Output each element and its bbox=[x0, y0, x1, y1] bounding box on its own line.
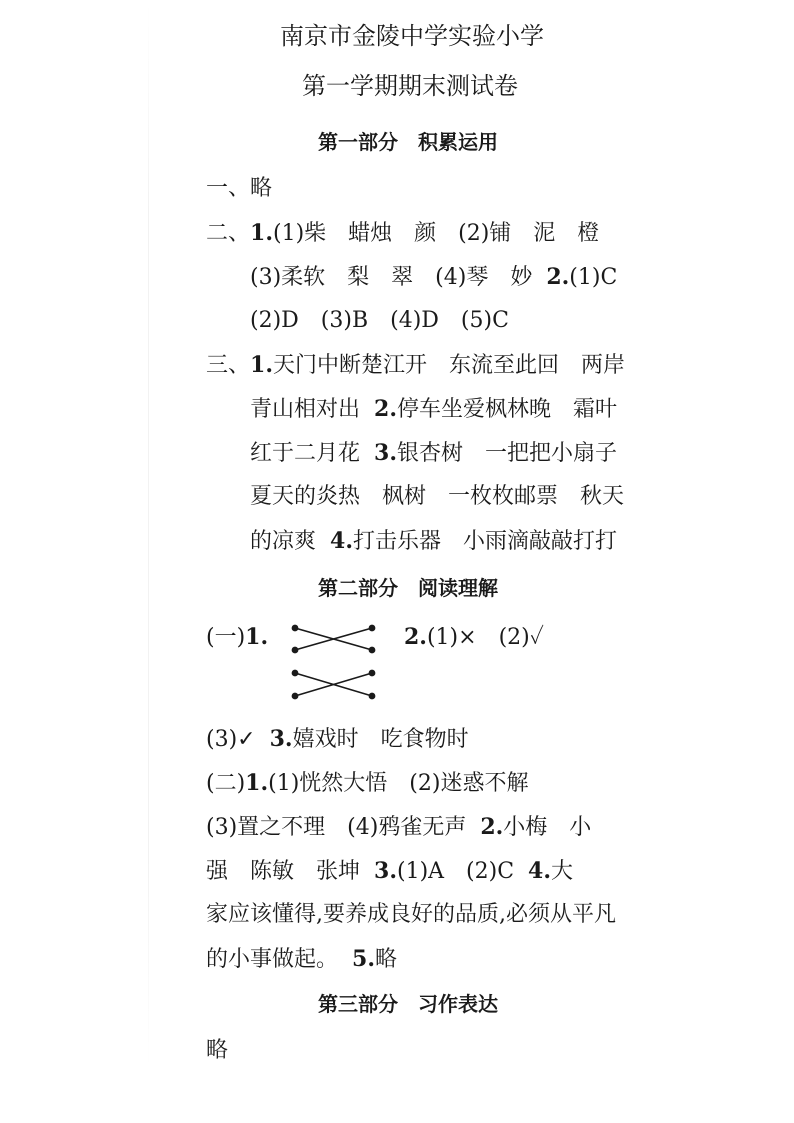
p2-sub1-prefix bbox=[206, 626, 268, 649]
p1-q3-num1: 1. bbox=[250, 352, 273, 378]
p2-sub2-line2-text2: 小梅 小 bbox=[503, 815, 592, 840]
p2-sub1-line2-text: (3)✓ bbox=[206, 727, 256, 752]
p2-sub2-line2-text: (3)置之不理 (4)鸦雀无声 bbox=[206, 815, 467, 840]
part3-heading: 第三部分 习作表达 bbox=[318, 992, 498, 1016]
p2-sub2-num5: 5. bbox=[352, 946, 375, 972]
p1-q2-prefix: 二、 bbox=[206, 221, 251, 246]
p2-sub1-line2-text2: 嬉戏时 吃食物时 bbox=[292, 727, 469, 752]
p1-q2-line1-text: (1)柴 蜡烛 颜 (2)铺 泥 橙 bbox=[272, 221, 600, 246]
p2-sub2-line5 bbox=[206, 948, 397, 971]
p2-sub1-num1: 1. bbox=[245, 624, 269, 650]
p1-q3-line5 bbox=[250, 530, 617, 553]
p2-sub2-line4: 家应该懂得,要养成良好的品质,必须从平凡 bbox=[206, 902, 616, 927]
part2-heading: 第二部分 阅读理解 bbox=[318, 576, 498, 600]
p1-q1: 一、略 bbox=[206, 176, 273, 201]
p2-sub1-q2 bbox=[404, 626, 544, 649]
p1-q2-num1: 1. bbox=[250, 220, 273, 246]
p2-sub1-q2-text: (1)× (2)✓ bbox=[426, 625, 544, 650]
p2-sub2-num3: 3. bbox=[374, 858, 397, 884]
p1-q3-line1 bbox=[206, 354, 625, 377]
match-dot-l4 bbox=[292, 693, 297, 698]
p1-q3-line5-text2: 打击乐器 小雨滴敲敲打打 bbox=[352, 529, 617, 554]
school-title: 南京市金陵中学实验小学 bbox=[280, 22, 544, 50]
p1-q3-line3-text2: 银杏树 一把把小扇子 bbox=[396, 441, 617, 466]
p2-sub2-num2: 2. bbox=[480, 814, 504, 840]
p1-q3-prefix: 三、 bbox=[206, 353, 251, 378]
p3-answer: 略 bbox=[206, 1038, 229, 1063]
match-dot-r2 bbox=[369, 647, 374, 652]
p1-q3-line2-text2: 停车坐爱枫林晚 霜叶 bbox=[396, 397, 617, 422]
p1-q3-line4: 夏天的炎热 枫树 一枚枚邮票 秋天 bbox=[250, 484, 625, 509]
p1-q3-line2-text: 青山相对出 bbox=[250, 397, 361, 422]
p1-q3-line5-text: 的凉爽 bbox=[250, 529, 317, 554]
p2-sub2-line3-text: 强 陈敏 张坤 bbox=[206, 859, 361, 884]
p1-q2-num2: 2. bbox=[546, 264, 570, 290]
p2-sub1-num3: 3. bbox=[269, 726, 293, 752]
p2-sub2-line3-text3: 大 bbox=[551, 859, 574, 884]
p2-sub2-line1-text: (1)恍然大悟 (2)迷惑不解 bbox=[268, 771, 529, 796]
match-dot-r1 bbox=[369, 625, 374, 630]
match-dot-l3 bbox=[292, 670, 297, 675]
p2-sub2-line5-text2: 略 bbox=[374, 947, 397, 972]
p2-sub2-num4: 4. bbox=[528, 858, 552, 884]
p2-sub1-num2: 2. bbox=[404, 624, 427, 650]
p1-q3-num3: 3. bbox=[374, 440, 397, 466]
match-dot-l1 bbox=[292, 625, 297, 630]
p2-sub2-line1 bbox=[206, 772, 528, 795]
exam-title: 第一学期期末测试卷 bbox=[302, 72, 518, 100]
p2-sub2-line2 bbox=[206, 816, 591, 839]
p1-q3-line2 bbox=[250, 398, 617, 421]
p1-q3-line3 bbox=[250, 442, 617, 465]
p2-sub2-num1: 1. bbox=[245, 770, 269, 796]
p2-sub2-line3 bbox=[206, 860, 573, 883]
p1-q3-num2: 2. bbox=[374, 396, 397, 422]
p2-sub1-prefix-text: (一) bbox=[206, 625, 246, 650]
match-dot-r3 bbox=[369, 670, 374, 675]
p1-q2-line1 bbox=[206, 222, 599, 245]
match-dot-r4 bbox=[369, 693, 374, 698]
p1-q2-line2-text2: (1)C bbox=[569, 265, 618, 290]
match-dot-l2 bbox=[292, 647, 297, 652]
scan-edge-shadow bbox=[148, 0, 149, 1070]
p2-sub2-line3-text2: (1)A (2)C bbox=[396, 859, 515, 884]
p1-q2-line2 bbox=[250, 266, 617, 289]
part1-heading: 第一部分 积累运用 bbox=[318, 130, 498, 154]
matching-lines-diagram bbox=[288, 618, 388, 708]
p2-sub2-line5-text: 的小事做起。 bbox=[206, 947, 339, 972]
p1-q3-line3-text: 红于二月花 bbox=[250, 441, 361, 466]
p2-sub1-line2 bbox=[206, 728, 469, 751]
p1-q3-num4: 4. bbox=[330, 528, 353, 554]
p2-sub2-prefix: (二) bbox=[206, 771, 246, 796]
p1-q2-line3: (2)D (3)B (4)D (5)C bbox=[250, 308, 509, 333]
p1-q3-line1-text: 天门中断楚江开 东流至此回 两岸 bbox=[272, 353, 625, 378]
p1-q2-line2-text: (3)柔软 梨 翠 (4)琴 妙 bbox=[250, 265, 533, 290]
